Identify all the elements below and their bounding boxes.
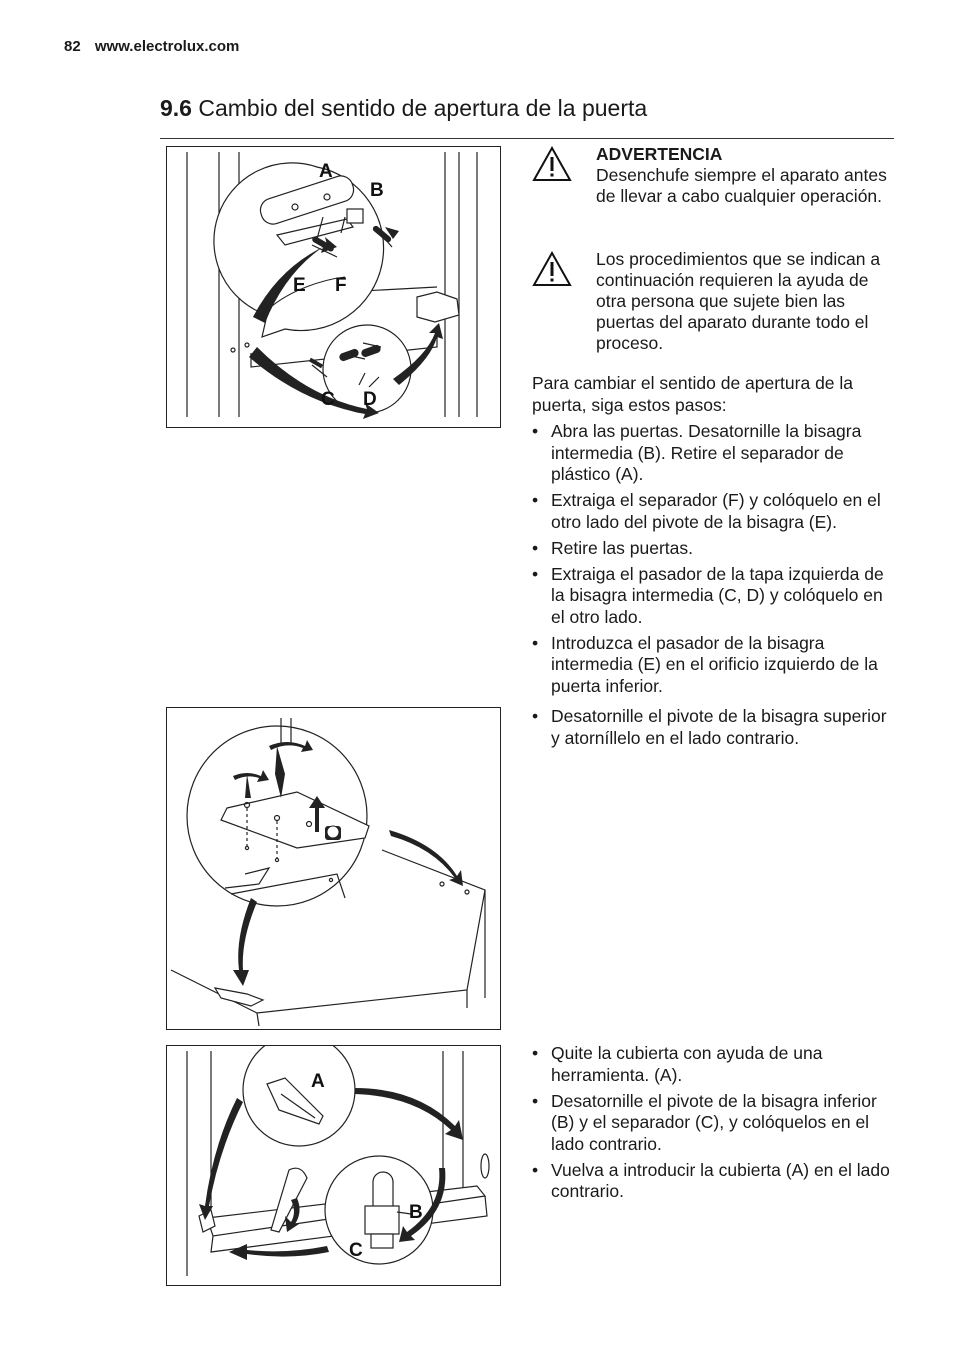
list-item: • Desatornille el pivote de la bisagra superior y atorníllelo en el lado contrario. [532,706,894,749]
section-number: 9.6 [160,95,192,121]
label-e: E [293,275,306,296]
top-hinge-illustration [167,708,500,1029]
steps-list-3 [532,1043,894,1207]
list-item: • Extraiga el pasador de la tapa izquierda de la bisagra intermedia (C, D) y colóquelo en el otro lado. [532,564,894,629]
warning-heading: ADVERTENCIA [596,144,723,164]
list-item: • Quite la cubierta con ayuda de una herramienta. (A). [532,1043,894,1086]
label-a: A [319,161,333,182]
figure-top-hinge [166,707,501,1030]
page-number: 82 [64,38,81,55]
label-c: C [349,1240,363,1261]
list-item: • Extraiga el separador (F) y colóquelo en el otro lado del pivote de la bisagra (E). [532,490,894,533]
warning-block-1 [532,144,892,234]
warning-block-2 [532,249,892,359]
figure-bottom-hinge [166,1045,501,1286]
list-item: • Introduzca el pasador de la bisagra intermedia (E) en el orificio izquierdo de la puerta inferior. [532,633,894,698]
label-a: A [311,1071,325,1092]
list-item: • Vuelva a introducir la cubierta (A) en el lado contrario. [532,1160,894,1203]
title-divider [160,138,894,139]
intermediate-hinge-illustration [167,147,500,427]
list-item: • Desatornille el pivote de la bisagra inferior (B) y el separador (C), y colóquelos en el lado contrario. [532,1091,894,1156]
website-link[interactable]: www.electrolux.com [94,38,240,55]
warning-triangle-icon [532,146,572,182]
label-c: C [321,389,335,410]
bottom-hinge-illustration [167,1046,500,1285]
figure-intermediate-hinge [166,146,501,428]
steps-list-1 [532,421,894,702]
warning-triangle-icon [532,251,572,287]
list-item: • Abra las puertas. Desatornille la bisagra intermedia (B). Retire el separador de plástico (A). [532,421,894,486]
label-f: F [335,275,347,296]
warning-text: Los procedimientos que se indican a continuación requieren la ayuda de otra persona que sujete bien las puertas del aparato durante todo el proceso. [596,249,881,353]
intro-paragraph: Para cambiar el sentido de apertura de la puerta, siga estos pasos: [532,373,854,415]
label-d: D [363,389,377,410]
list-item: • Retire las puertas. [532,538,894,560]
warning-text: Desenchufe siempre el aparato antes de llevar a cabo cualquier operación. [596,165,887,206]
section-title [160,95,647,122]
section-title-text: Cambio del sentido de apertura de la puerta [198,95,648,121]
steps-list-2 [532,706,894,754]
label-b: B [409,1202,423,1223]
page-header [64,38,239,55]
label-b: B [370,180,384,201]
